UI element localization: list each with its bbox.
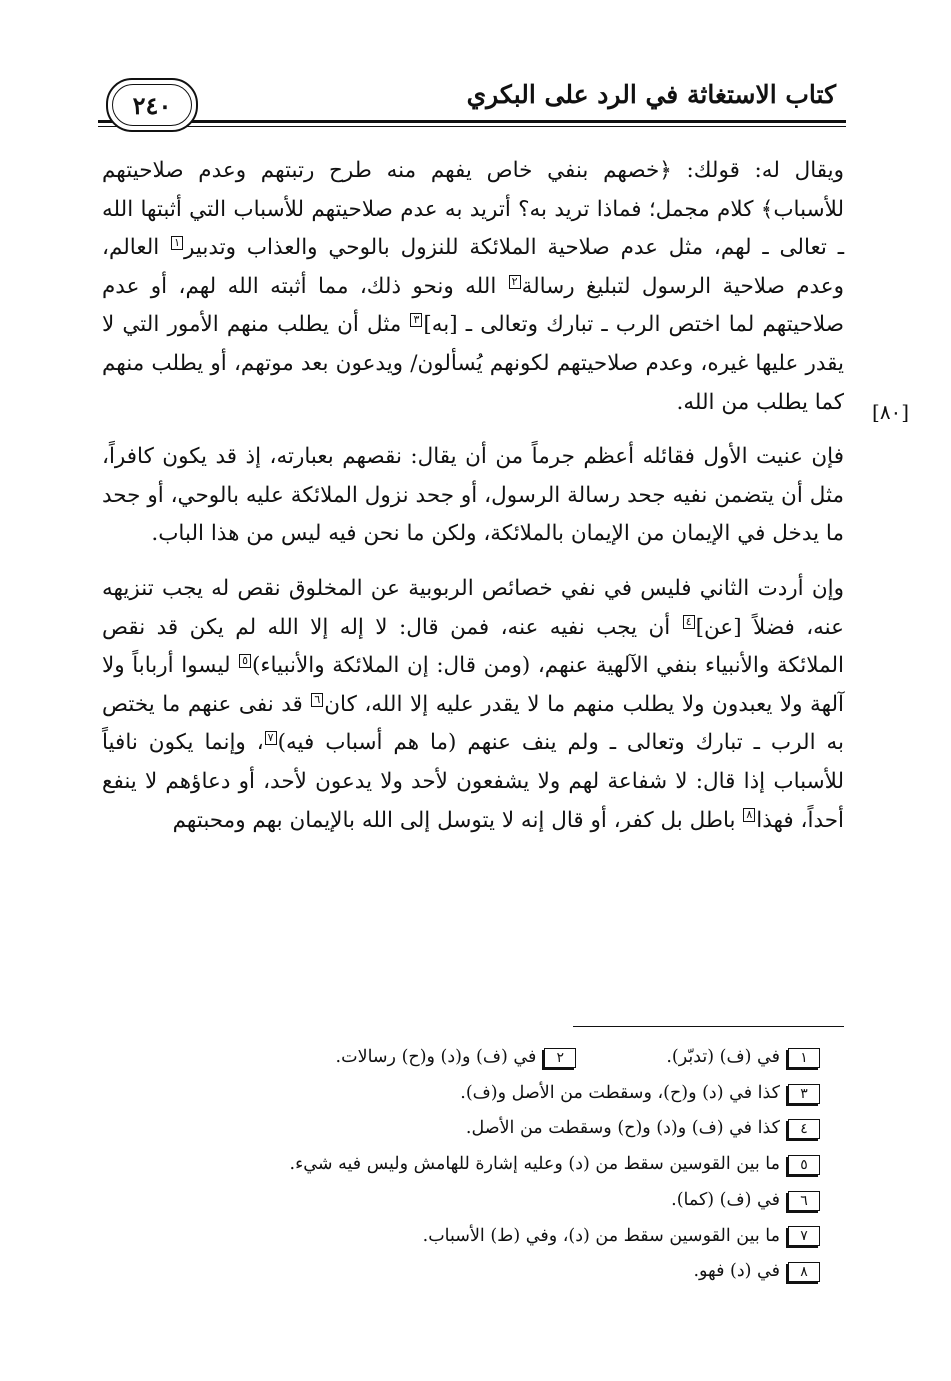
text-run: أن يجب نفيه عنه، فمن قال: لا إله إلا الله لم يكن قد نقص الملائكة والأنبياء بنفي الآلهية عنهم، (ومن قال: إن الملائكة والأنبياء) [102,614,844,679]
text-run: باطل بل كفر، أو قال إنه لا يتوسل إلى الله بالإيمان بهم ومحبتهم [172,807,743,833]
footnote-item [423,1219,820,1255]
footnote-marker[interactable]: ٤ [683,615,695,629]
footnote-item [290,1147,820,1183]
text-run: ، وإنما يكون نافياً للأسباب إذا قال: لا شفاعة لهم ولا يشفعون لأحد ولا يدعون لأحد، أو دعاؤهم لا ينفع أحداً، فهذا [102,730,844,833]
footnote-item [666,1040,820,1076]
footnote-number: ٧ [788,1226,820,1246]
footnote-text: كذا في (ف) و(د) و(ح) وسقطت من الأصل. [465,1118,780,1139]
footnote-number: ١ [788,1048,820,1068]
footnote-item [466,1111,820,1147]
footnote-row [120,1219,820,1255]
footnote-item [671,1183,820,1219]
footnote-text: في (ف) (كما). [671,1189,780,1210]
page-number: ٢٤٠ [132,90,172,120]
footnote-text: كذا في (د) و(ح)، وسقطت من الأصل و(ف). [460,1082,780,1103]
margin-reference: [٨٠] [872,400,910,424]
footnote-number: ٤ [788,1119,820,1139]
running-title: كتاب الاستغاثة في الرد على البكري [466,80,836,109]
paragraph-2 [102,438,844,554]
footnote-row [120,1183,820,1219]
text-run: قد نفى عنهم ما يختص به الرب ـ تبارك وتعالى ـ ولم ينف عنهم (ما هم أسباب فيه) [102,691,844,756]
text-run: فإن عنيت الأول فقائله أعظم جرماً من أن يقال: نقصهم بعبارته، إذ قد يكون كافراً، مثل أن يتضمن نفيه جحد رسالة الرسول، أو جحد نزول الملائكة عليه بالوحي، أو جحد ما يدخل في الإيمان من الإيمان بالملائكة، ولكن ما نحن فيه ليس من هذا الباب. [102,444,844,547]
footnote-row [120,1147,820,1183]
footnote-item [693,1254,820,1290]
footnote-number: ٦ [788,1191,820,1211]
paragraph-3 [102,570,844,840]
footnote-separator [573,1026,844,1027]
footnote-number: ٥ [788,1155,820,1175]
text-run: العالم، وعدم صلاحية الرسول لتبليغ رسالة [102,235,845,299]
footnote-text: في (ف) (تدبّر). [666,1047,780,1067]
header-rule [98,120,846,123]
footnotes [120,1040,820,1290]
footnote-item [336,1040,577,1076]
footnote-number: ٣ [788,1084,820,1104]
footnote-text: ما بين القوسين سقط من (د)، وفي (ط) الأسباب. [422,1225,780,1246]
footnote-item [460,1076,820,1112]
footnote-row [120,1040,820,1076]
footnote-marker[interactable]: ٧ [265,731,277,745]
footnote-text: ما بين القوسين سقط من (د) وعليه إشارة للهامش وليس فيه شيء. [289,1154,780,1175]
footnote-row [120,1111,820,1147]
footnote-marker[interactable]: ١ [171,236,183,250]
footnote-row [120,1076,820,1112]
header-rule-thin [98,126,846,127]
text-run: ليسوا أرباباً ولا آلهة ولا يعبدون ولا يطلب منهم ما لا يقدر عليه إلا الله، كان [102,653,844,717]
footnote-text: في (د) فهو. [693,1261,780,1282]
footnote-marker[interactable]: ٥ [239,654,251,668]
footnote-marker[interactable]: ٣ [410,313,422,327]
footnote-row [120,1254,820,1290]
main-text [102,152,844,856]
page-header [98,78,846,136]
footnote-marker[interactable]: ٨ [743,808,755,822]
page-number-badge [106,78,198,132]
text-run: الله ونحو ذلك، مما أثبته الله لهم، أو عدم صلاحيتهم لما اختص الرب ـ تبارك وتعالى ـ [به] [102,273,844,338]
footnote-marker[interactable]: ٦ [311,693,323,707]
text-run: مثل أن يطلب منهم الأمور التي لا يقدر عليها غيره، وعدم صلاحيتهم لكونهم يُسألون/ ويدعون بعد موتهم، أو يطلب منهم كما يطلب من الله. [102,312,844,415]
text-run: ويقال له: قولك: ﴿خصهم بنفي خاص يفهم منه طرح رتبتهم وعدم صلاحيتهم للأسباب﴾ كلام مجمل؛ فماذا تريد به؟ أتريد به عدم صلاحيتهم للأسباب التي أثبتها الله ـ تعالى ـ لهم، مثل عدم صلاحية الملائكة للنزول بالوحي والعذاب وتدبير [102,158,844,261]
text-run: وإن أردت الثاني فليس في نفي خصائص الربوبية عن المخلوق نقص له يجب تنزيهه عنه، فضلاً [عن] [102,575,844,640]
footnote-number: ٢ [544,1048,576,1068]
footnote-text: في (ف) و(د) و(ح) رسالات. [335,1047,537,1067]
footnote-number: ٨ [788,1262,820,1282]
paragraph-1 [102,152,844,422]
footnote-marker[interactable]: ٢ [509,275,521,289]
